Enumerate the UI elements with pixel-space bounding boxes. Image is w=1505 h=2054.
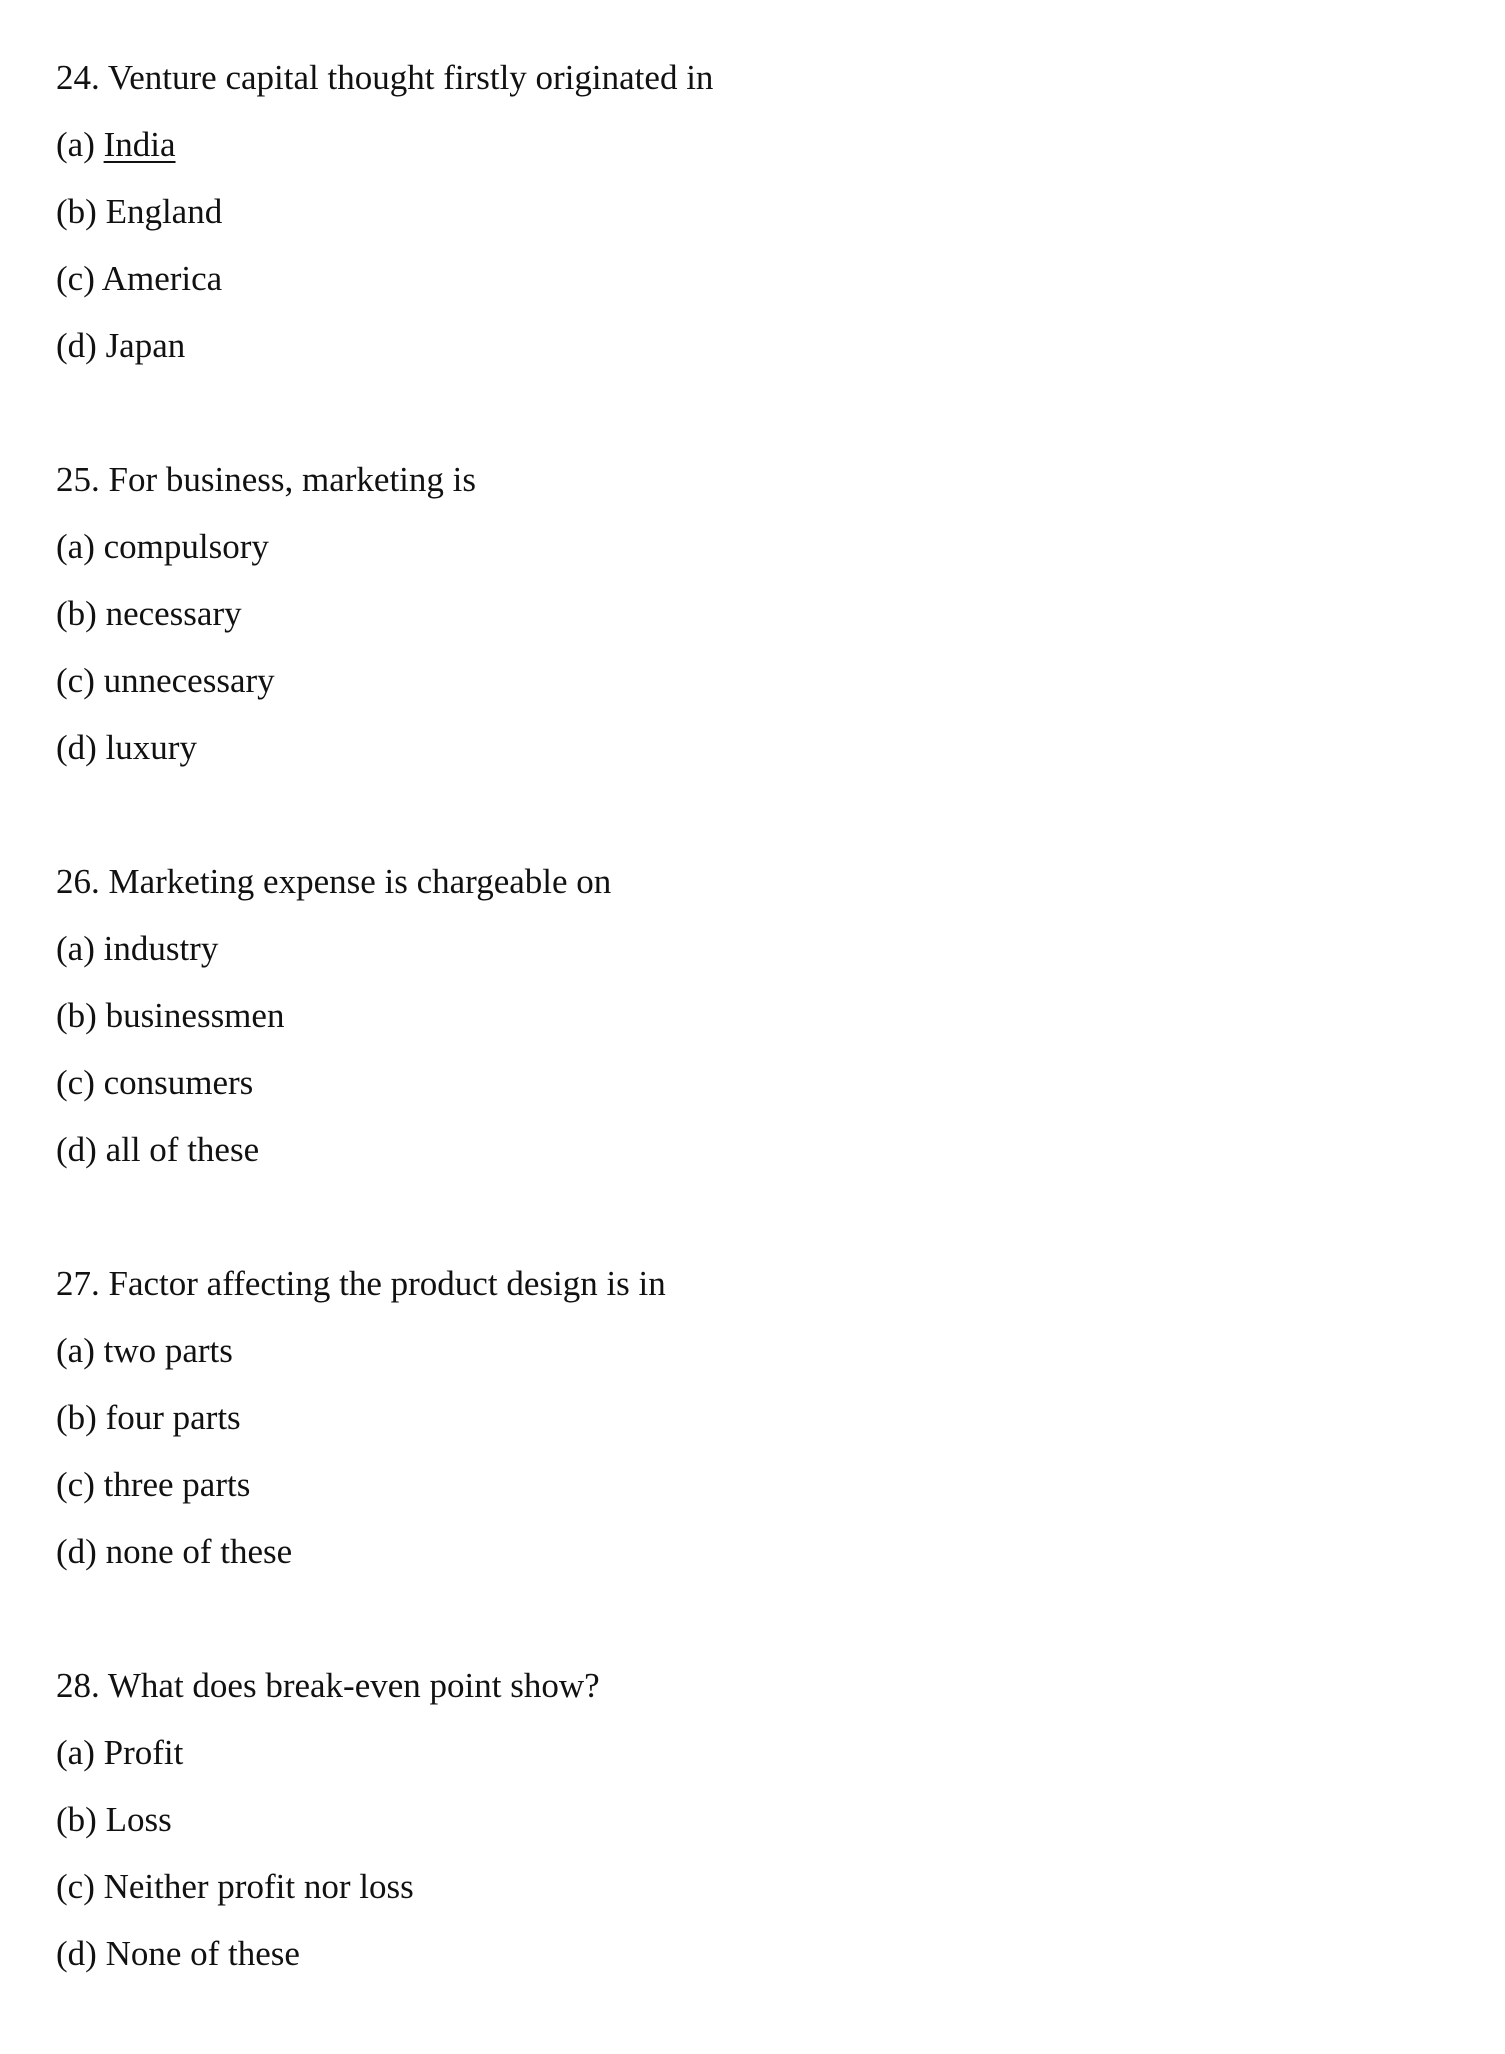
option-label: (d) [56, 1532, 97, 1571]
option-label: (a) [56, 125, 95, 164]
option-label: (b) [56, 1398, 97, 1437]
option-text: luxury [105, 728, 197, 767]
option-label: (b) [56, 996, 97, 1035]
question-stem [56, 1250, 713, 1317]
option-text: Loss [105, 1800, 172, 1839]
option-text: four parts [105, 1398, 241, 1437]
option-text-correct-answer: India [103, 125, 176, 164]
option-label: (b) [56, 192, 97, 231]
option-label: (a) [56, 929, 95, 968]
answer-option [56, 647, 713, 714]
answer-option [56, 1317, 713, 1384]
option-text: unnecessary [103, 661, 275, 700]
answer-option [56, 1116, 713, 1183]
question-number: 27. [56, 1264, 100, 1303]
answer-option [56, 1853, 713, 1920]
answer-option [56, 1518, 713, 1585]
option-text: necessary [105, 594, 242, 633]
option-label: (b) [56, 594, 97, 633]
option-label: (c) [56, 1867, 95, 1906]
question-number: 28. [56, 1666, 100, 1705]
question-list [56, 44, 713, 2054]
question-text: Marketing expense is chargeable on [108, 862, 612, 901]
option-text: America [101, 259, 223, 298]
answer-option [56, 1719, 713, 1786]
option-text: two parts [103, 1331, 233, 1370]
option-text: three parts [103, 1465, 251, 1504]
answer-option [56, 178, 713, 245]
answer-option [56, 1049, 713, 1116]
question-stem [56, 1652, 713, 1719]
question-block [56, 1250, 713, 1652]
question-block [56, 848, 713, 1250]
option-label: (d) [56, 326, 97, 365]
option-label: (c) [56, 1465, 95, 1504]
option-text: businessmen [105, 996, 285, 1035]
question-block [56, 446, 713, 848]
option-label: (a) [56, 527, 95, 566]
answer-option [56, 245, 713, 312]
option-label: (d) [56, 1130, 97, 1169]
option-text: Neither profit nor loss [103, 1867, 414, 1906]
answer-option [56, 312, 713, 379]
question-text: What does break-even point show? [107, 1666, 600, 1705]
question-stem [56, 848, 713, 915]
option-label: (c) [56, 259, 95, 298]
answer-option [56, 1451, 713, 1518]
question-text: Venture capital thought firstly originated in [107, 58, 714, 97]
question-stem [56, 44, 713, 111]
question-block [56, 1652, 713, 2054]
answer-option [56, 982, 713, 1049]
option-text: Profit [103, 1733, 184, 1772]
option-label: (a) [56, 1733, 95, 1772]
option-text: None of these [105, 1934, 300, 1973]
answer-option [56, 1786, 713, 1853]
question-number: 26. [56, 862, 100, 901]
option-text: none of these [105, 1532, 293, 1571]
option-label: (a) [56, 1331, 95, 1370]
answer-option [56, 111, 713, 178]
question-number: 25. [56, 460, 100, 499]
option-label: (c) [56, 1063, 95, 1102]
answer-option [56, 1384, 713, 1451]
option-text: all of these [105, 1130, 260, 1169]
answer-option [56, 915, 713, 982]
question-text: Factor affecting the product design is in [108, 1264, 666, 1303]
option-text: compulsory [103, 527, 269, 566]
answer-option [56, 714, 713, 781]
question-stem [56, 446, 713, 513]
option-label: (c) [56, 661, 95, 700]
option-text: Japan [105, 326, 186, 365]
question-text: For business, marketing is [108, 460, 476, 499]
option-text: consumers [103, 1063, 254, 1102]
option-label: (d) [56, 1934, 97, 1973]
option-label: (d) [56, 728, 97, 767]
answer-option [56, 580, 713, 647]
option-text: England [105, 192, 223, 231]
option-text: industry [103, 929, 219, 968]
answer-option [56, 1920, 713, 1987]
question-number: 24. [56, 58, 100, 97]
option-label: (b) [56, 1800, 97, 1839]
answer-option [56, 513, 713, 580]
question-block [56, 44, 713, 446]
